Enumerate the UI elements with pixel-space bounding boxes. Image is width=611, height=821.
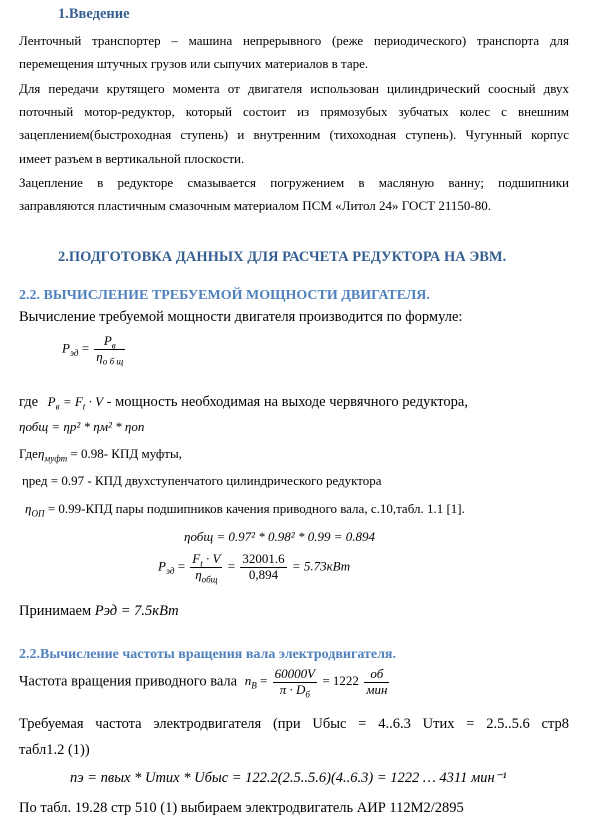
- formula-den-sub: о б щ: [102, 356, 124, 367]
- formula-num-sub: в: [111, 340, 116, 351]
- ne-formula: nэ = nвых * Uтих * Uбыс = 122.2(2.5..5.6)(4..6.3) = 1222 … 4311 мин⁻¹: [70, 770, 507, 786]
- speed-line-1-text: Частота вращения приводного вала: [19, 673, 238, 690]
- intro-paragraph-1-line-2: перемещения штучных грузов или сыпучих материалов в таре.: [19, 56, 369, 71]
- eta-general-formula: ηобщ = ηр² * ηм² * ηоп: [19, 419, 145, 434]
- kpd-muft-sub: муфт: [44, 453, 68, 464]
- kpd-prefix: Где: [19, 446, 38, 461]
- formula-den: η: [96, 348, 103, 364]
- kpd-red-line: ηред = 0.97 - КПД двухступенчатого цилиндрического редуктора: [22, 473, 382, 488]
- calc-fraction-1: [190, 552, 222, 583]
- kpd-op-sub: ОП: [31, 508, 45, 519]
- intro-paragraph-2-line-1: Для передачи крутящего момента от двигателя использован цилиндрический соосный двух: [19, 81, 569, 96]
- intro-paragraph-3-line-2: заправляются пластичным смазочным материалом ПСМ «Литол 24» ГОСТ 21150-80.: [19, 198, 491, 213]
- formula-num: P: [103, 333, 112, 348]
- calc-num2: 32001.6: [242, 551, 285, 566]
- unit-fraction: [364, 667, 389, 698]
- n-fraction: [273, 667, 317, 698]
- where-text: - мощность необходимая на выходе червячного редуктора,: [106, 394, 468, 410]
- unit-num: об: [364, 667, 389, 683]
- calc-den1-sub: общ: [201, 574, 218, 585]
- power-formula: $P_{эд}$ = $\frac{P_в}{\eta_{о б щ}}$: [62, 333, 124, 367]
- power-heading: 2.2. ВЫЧИСЛЕНИЕ ТРЕБУЕМОЙ МОЩНОСТИ ДВИГАТЕЛЯ.: [19, 288, 430, 303]
- motor-selection-line: По табл. 19.28 стр 510 (1) выбираем электродвигатель АИР 112М2/2895: [19, 800, 464, 816]
- eta-calc-formula: ηобщ = 0.97² * 0.98² * 0.99 = 0.894: [184, 529, 375, 544]
- kpd-op-sym: η: [25, 501, 32, 516]
- speed-heading: 2.2.Вычисление частоты вращения вала электродвигателя.: [19, 647, 396, 662]
- calc-den1: η: [195, 566, 202, 582]
- calc-num1: F: [192, 551, 201, 566]
- kpd-muft-line: [19, 446, 182, 464]
- power-calc-formula: $P_{эд}$ = $\frac{F_t \cdot V}{\eta_{общ}}$ = $\frac{32001.6}{0,894}$ = 5.73кВт: [158, 551, 351, 585]
- calc-fraction-2: [240, 552, 286, 583]
- speed-line-1: Частота вращения приводного вала $n_В$ = $\frac{60000V}{\pi \cdot D_б}$ = 1222 $\frac{об}{\text{мин}}$: [19, 666, 388, 700]
- kpd-op-line: [25, 501, 465, 519]
- pv-rhs-end: · V: [85, 394, 104, 409]
- required-speed-line-2: табл1.2 (1)): [19, 742, 90, 758]
- kpd-op-text: = 0.99-КПД пары подшипников качения приводного вала, с.10,табл. 1.1 [1].: [44, 501, 465, 516]
- formula-lhs: P: [62, 340, 70, 356]
- pv-rhs-sub: t: [82, 401, 86, 412]
- unit-den: мин: [366, 681, 388, 697]
- formula-fraction: [94, 334, 125, 365]
- required-speed-line-1: Требуемая частота электродвигателя (при Uбыс = 4..6.3 Uтих = 2.5..5.6 стр8: [19, 716, 569, 732]
- n-den: π · D: [279, 681, 306, 697]
- calc-result: = 5.73кВт: [288, 558, 351, 574]
- calc-lhs-sub: эд: [165, 566, 175, 577]
- n-den-sub: б: [305, 689, 310, 700]
- accept-line: [19, 604, 179, 619]
- intro-paragraph-3-line-1: Зацепление в редукторе смазывается погружением в масляную ванну; подшипники: [19, 175, 569, 190]
- intro-paragraph-2-line-2: поточный мотор-редуктор, который состоит из прямозубых зубчатых колес с внешним: [19, 104, 569, 119]
- where-label: где: [19, 394, 39, 410]
- n-lhs: n: [244, 673, 252, 689]
- calc-num1-sub: t: [200, 558, 203, 569]
- intro-paragraph-2-line-4: имеет разъем в вертикальной плоскости.: [19, 151, 245, 166]
- intro-heading: 1.Введение: [58, 6, 130, 22]
- section2-heading: 2.ПОДГОТОВКА ДАННЫХ ДЛЯ РАСЧЕТА РЕДУКТОРА НА ЭВМ.: [58, 249, 507, 265]
- intro-paragraph-2-line-3: зацеплением(быстроходная ступень) и внутренним (тихоходная ступень). Чугунный корпус: [19, 127, 569, 142]
- accept-formula: Pэд = 7.5кВт: [94, 603, 179, 619]
- pv-sub: в: [55, 401, 60, 412]
- n-lhs-sub: В: [251, 681, 257, 692]
- n-num: 60000V: [274, 666, 316, 681]
- where-line: [19, 395, 468, 410]
- formula-lhs-sub: эд: [69, 348, 79, 359]
- calc-lhs: P: [158, 558, 166, 574]
- accept-label: Принимаем: [19, 603, 95, 619]
- kpd-muft-text: = 0.98- КПД муфты,: [67, 446, 182, 461]
- intro-paragraph-1-line-1: Ленточный транспортер – машина непрерывного (реже периодического) транспорта для: [19, 33, 569, 48]
- pv-formula: P: [47, 394, 56, 409]
- kpd-muft-sym: η: [37, 446, 45, 461]
- pv-rhs: = F: [59, 394, 83, 409]
- n-eq: = 1222: [319, 673, 359, 689]
- power-intro: Вычисление требуемой мощности двигателя производится по формуле:: [19, 309, 463, 325]
- calc-den2: 0,894: [248, 566, 279, 582]
- calc-num1-end: · V: [202, 551, 221, 566]
